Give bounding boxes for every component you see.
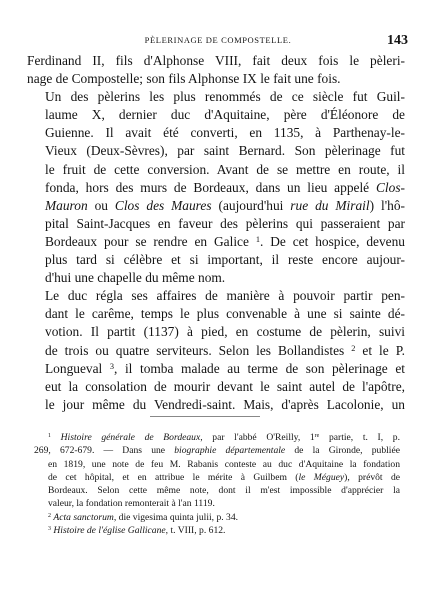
footnote-ref: 1: [255, 234, 260, 244]
text-line: [27, 197, 405, 215]
footnote-number: 2: [48, 512, 51, 519]
running-title: PÈLERINAGE DE COMPOSTELLE.: [144, 35, 292, 45]
text-run: Bordeaux pour se rendre en Galice: [45, 233, 249, 249]
footnote-line: Bordeaux. Selon cette même note, dont il m'est impossible d'apprécier la: [48, 485, 400, 497]
footnote-2: [34, 511, 400, 524]
footnotes: [34, 431, 400, 537]
text-line: plus tard si célèbre et si important, il reste encore aujour-: [45, 252, 405, 268]
footnote-ref: 2: [351, 343, 356, 353]
cited-title: Histoire de l'église Gallicane: [53, 525, 166, 537]
text-run: , il tomba malade au terme de son pèlerinage et: [114, 360, 405, 376]
text-run: , t. VIII, p. 612.: [165, 525, 226, 537]
text-line: Ferdinand II, fils d'Alphonse VIII, fait deux fois le pèleri-: [27, 53, 405, 68]
paragraph-3: [27, 287, 405, 414]
cited-title: Histoire générale de Bordeaux: [60, 432, 201, 443]
italic-place-name: Clos-: [375, 179, 405, 195]
footnote-line: [34, 511, 400, 524]
main-text: [27, 52, 405, 414]
text-line: le fruit de cette conversion. Avant de se mettre en route, il: [45, 161, 405, 177]
italic-name: le Méguey: [298, 471, 345, 483]
text-run: 269, 672-679. — Dans une: [34, 445, 175, 457]
text-run: de la Gironde, publiée: [285, 445, 400, 457]
text-run: fonda, hors des murs de Bordeaux, dans un lieu appelé: [45, 179, 376, 195]
text-line: eut la consolation de mourir devant le saint autel de l'apôtre,: [45, 378, 405, 394]
footnote-line: [34, 431, 400, 444]
text-line: [27, 342, 405, 360]
footnote-line: en 1819, une note de feu M. Rabanis conteste au duc d'Aquitaine la fondation: [48, 458, 400, 470]
footnote-divider: [150, 416, 260, 417]
footnote-3: [34, 524, 400, 537]
cited-title: Acta sanctorum: [53, 511, 114, 523]
text-line: dant le carême, temps le plus convenable à une si sainte dé-: [45, 306, 405, 322]
text-run: de trois ou quatre serviteurs. Selon les Bollandistes: [45, 342, 345, 358]
text-run: , die vigesima quinta julii, p. 34.: [113, 511, 239, 523]
italic-place-name: Mauron: [45, 197, 88, 213]
text-run: et le P.: [355, 342, 406, 358]
text-run: ou: [87, 197, 115, 213]
text-line: pital Saint-Jacques en faveur des pèlerins qui passeraient par: [45, 215, 405, 231]
text-line: d'hui une chapelle du même nom.: [45, 270, 226, 286]
footnote-ref: 3: [109, 361, 115, 371]
cited-title: biographie départementale: [174, 445, 286, 457]
text-line: Le duc régla ses affaires de manière à pouvoir partir pen-: [45, 288, 405, 304]
footnote-line: [34, 524, 400, 537]
text-line: [27, 360, 405, 378]
paragraph-1: [27, 52, 405, 88]
text-line: laume X, dernier duc d'Aquitaine, père d'Éléonore de: [45, 107, 405, 123]
text-run: ) l'hô-: [369, 197, 405, 213]
text-run: (aujourd'hui: [211, 197, 291, 213]
text-line: Vieux (Deux-Sèvres), par saint Bernard. Son pèlerinage fut: [45, 143, 405, 159]
text-line: [27, 179, 405, 197]
footnote-number: 3: [48, 526, 51, 533]
italic-place-name: rue du Mirail: [290, 197, 370, 213]
footnote-1: [34, 431, 400, 511]
footnote-number: 1: [48, 433, 51, 440]
footnote-line: valeur, la fondation remonterait à l'an 1119.: [48, 498, 215, 510]
text-line: Un des pèlerins les plus renommés de ce siècle fut Guil-: [45, 89, 405, 105]
text-run: , par l'abbé O'Reilly, 1: [200, 432, 315, 443]
text-line: Guienne. Il avait été converti, en 1135, à Parthenay-le-: [45, 125, 405, 141]
italic-place-name: Clos des Maures: [114, 197, 212, 213]
text-run: de cet hôpital, et en attribue le mérite à Guilbem (: [48, 471, 299, 483]
text-run: ), prévôt de: [344, 471, 400, 483]
text-run: Longueval: [45, 360, 103, 376]
text-run: partie, t. I, p.: [319, 432, 400, 443]
text-line: [27, 233, 405, 251]
ordinal-suffix: re: [314, 433, 320, 440]
page-number: 143: [387, 33, 408, 48]
running-head: [28, 33, 408, 49]
text-line: le jour même du Vendredi-saint. Mais, d'après Lacolonie, un: [45, 396, 405, 412]
paragraph-2: [27, 88, 405, 287]
text-run: . De cet hospice, devenu: [259, 233, 405, 249]
text-line: votion. Il partit (1137) à pied, en costume de pèlerin, suivi: [45, 324, 405, 340]
footnote-line: [34, 471, 400, 484]
text-line: nage de Compostelle; son fils Alphonse IX le fait une fois.: [27, 71, 341, 87]
footnote-line: [34, 444, 400, 457]
